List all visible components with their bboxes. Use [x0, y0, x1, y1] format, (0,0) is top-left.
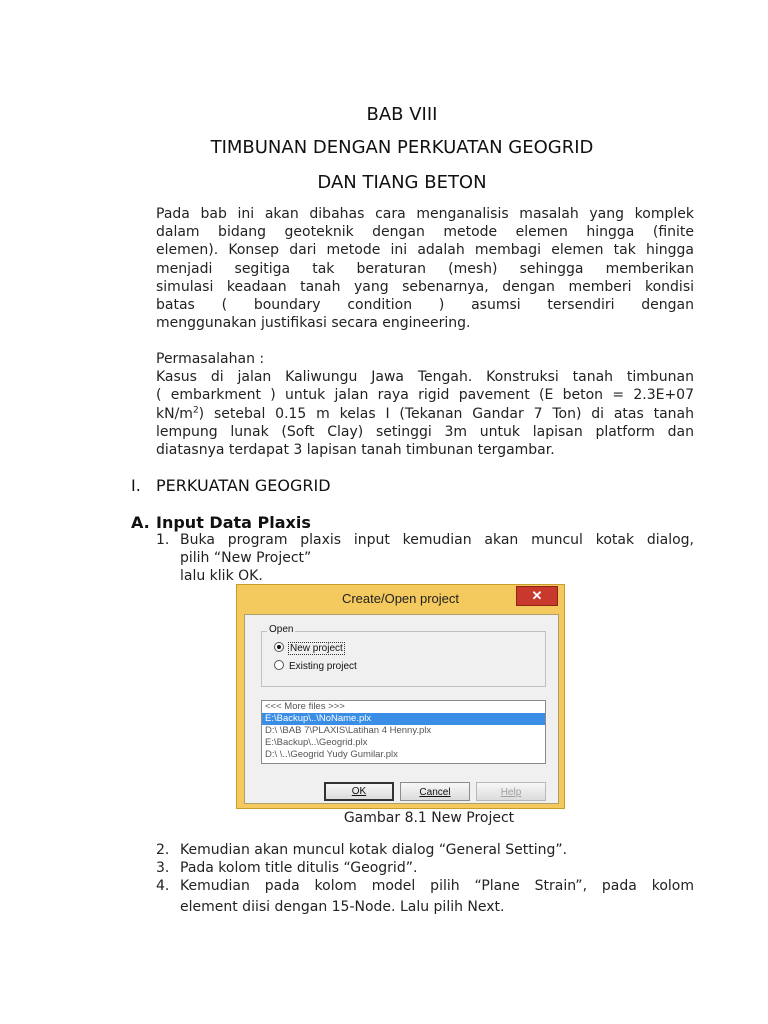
item-line: lalu klik OK.	[180, 568, 263, 585]
intro-line: dalam bidang geoteknik dengan metode elemen hingga (finite	[156, 224, 694, 241]
recent-files-list[interactable]	[261, 700, 546, 764]
problem-line: lempung lunak (Soft Clay) setinggi 3m untuk lapisan platform dan	[156, 423, 694, 440]
item-line: element diisi dengan 15-Node. Lalu pilih Next.	[180, 898, 505, 915]
steps-list-2	[156, 841, 694, 916]
subsection-heading-input	[131, 513, 311, 532]
list-item[interactable]: D:\ \..\Geogrid Yudy Gumilar.plx	[265, 749, 398, 760]
radio-existing-project[interactable]	[274, 660, 357, 674]
list-item	[156, 877, 694, 915]
chapter-title-line2: DAN TIANG BETON	[317, 172, 487, 193]
group-label: Open	[269, 624, 294, 635]
problem-label: Permasalahan :	[156, 351, 265, 367]
item-line: Buka program plaxis input kemudian akan muncul kotak dialog,	[180, 532, 694, 548]
problem-line: ( embarkment ) untuk jalan raya rigid pavement (E beton = 2.3E+07	[156, 387, 694, 404]
unit-text: kN/m	[156, 405, 193, 422]
intro-line: batas ( boundary condition ) asumsi tersendiri dengan	[156, 297, 694, 314]
item-line: pilih “New Project”	[180, 550, 312, 567]
item-number: 4.	[156, 878, 170, 895]
list-item[interactable]: E:\Backup\..\Geogrid.plx	[265, 737, 368, 748]
list-item[interactable]: D:\ \BAB 7\PLAXIS\Latihan 4 Henny.plx	[265, 725, 432, 736]
item-line: Kemudian pada kolom model pilih “Plane Strain”, pada kolom	[180, 878, 694, 895]
item-number: 3.	[156, 860, 170, 877]
intro-paragraph	[156, 205, 694, 332]
ok-label: OK	[351, 786, 367, 797]
item-number: 2.	[156, 842, 170, 858]
chapter-title-line1: TIMBUNAN DENGAN PERKUATAN GEOGRID	[210, 137, 594, 158]
chapter-number: BAB VIII	[366, 104, 438, 125]
radio-new-project[interactable]	[274, 642, 344, 656]
intro-line: Pada bab ini akan dibahas cara menganalisis masalah yang komplek	[156, 206, 694, 222]
problem-line: diatasnya terdapat 3 lapisan tanah timbunan tergambar.	[156, 442, 555, 459]
help-button[interactable]	[476, 782, 546, 801]
intro-line: elemen). Konsep dari metode ini adalah membagi elemen tak hingga	[156, 242, 694, 259]
item-line: Pada kolom title ditulis “Geogrid”.	[180, 860, 418, 877]
list-item	[156, 841, 694, 859]
intro-line: menjadi segitiga tak beraturan (mesh) sehingga memberikan	[156, 260, 694, 277]
steps-list-1	[156, 531, 694, 586]
section-heading-perkuatan	[131, 476, 331, 495]
close-icon[interactable]: ✕	[516, 586, 558, 606]
list-item[interactable]: <<< More files >>>	[265, 701, 345, 712]
problem-line	[156, 405, 694, 423]
intro-line: menggunakan justifikasi secara engineering.	[156, 315, 471, 332]
radio-label: New project	[290, 643, 343, 654]
section-number: I.	[131, 476, 141, 495]
item-line: Kemudian akan muncul kotak dialog “General Setting”.	[180, 842, 568, 858]
ok-button[interactable]	[324, 782, 394, 801]
list-item[interactable]: E:\Backup\..\NoName.plx	[262, 713, 545, 725]
intro-line: simulasi keadaan tanah yang sebenarnya, dengan memberi kondisi	[156, 278, 694, 295]
problem-line: Kasus di jalan Kaliwungu Jawa Tengah. Konstruksi tanah timbunan	[156, 369, 694, 386]
open-group	[261, 624, 546, 687]
list-item	[156, 859, 694, 877]
cancel-button[interactable]	[400, 782, 470, 801]
problem-paragraph	[156, 350, 694, 459]
help-label: Help	[500, 787, 522, 798]
section-title: PERKUATAN GEOGRID	[156, 476, 331, 495]
radio-selected-icon	[274, 642, 284, 652]
item-number: 1.	[156, 532, 170, 548]
dialog-title: Create/Open project	[341, 591, 460, 606]
problem-text: ) setebal 0.15 m kelas I (Tekanan Gandar 7 Ton) di atas tanah	[198, 405, 694, 422]
cancel-label: Cancel	[419, 787, 451, 798]
subsection-title: Input Data Plaxis	[156, 513, 311, 532]
radio-label: Existing project	[289, 661, 357, 672]
list-item	[156, 531, 694, 586]
create-open-project-dialog	[236, 584, 565, 809]
superscript: 2	[192, 404, 199, 415]
radio-unselected-icon	[274, 660, 284, 670]
figure-caption: Gambar 8.1 New Project	[343, 810, 515, 826]
subsection-number: A.	[131, 513, 150, 532]
dialog-body	[244, 614, 559, 804]
